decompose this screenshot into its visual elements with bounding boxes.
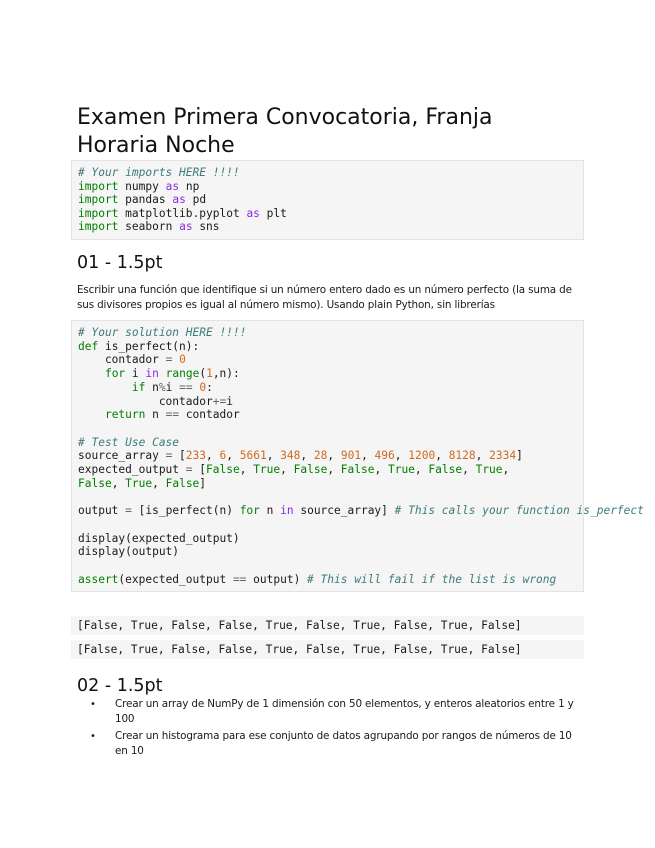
test-comment: # Test Use Case [78,435,180,449]
imports-comment: # Your imports HERE !!!! [78,166,240,179]
bullet-icon: • [90,731,96,742]
output-comment: # This calls your function is_perfect [394,504,644,518]
import-line: import matplotlib.pyplot as plt [78,206,287,220]
import-line: import seaborn as sns [78,220,220,234]
imports-code-cell[interactable] [71,160,584,240]
list-item: • Crear un array de NumPy de 1 dimensión con 50 elementos, y enteros aleatorios entre 1 y 100 [90,698,574,725]
import-line: import pandas as pd [78,193,207,207]
section-2-heading: 02 - 1.5pt [77,676,163,696]
list-item: • Crear un histograma para ese conjunto de datos agrupando por rangos de números de 10 en 10 [90,730,572,757]
import-line: import numpy as np [78,179,200,193]
solution-code-cell[interactable]: # Your solution HERE !!!! def is_perfect(n): contador = 0 for i in range(1,n): if n%i == 0: contador+=i return n == contador # Test Use Case source_array = [233, 6, 5661, 348, 28, 901, 496, 1200, 8128, 2334] expected_output = [False, True, False, False, True, False, True, False, True, False] output = [is_perfect(n) for n in source_array] # This calls your function is_perfect display(expected_output) display(output) assert(expected_output == output) # This will fail if the list is wrong [71,320,584,592]
section-1-description: Escribir una función que identifique si un número entero dado es un número perfecto (la suma de sus divisores propios es igual al número mismo). Usando plain Python, sin librerías [77,284,572,311]
section-1-heading: 01 - 1.5pt [77,253,163,273]
section-2-bullet-list [77,697,582,761]
solution-comment: # Your solution HERE !!!! [78,326,247,339]
bullet-icon: • [90,699,96,710]
assert-comment: # This will fail if the list is wrong [307,572,557,586]
page-title: Examen Primera Convocatoria, Franja Horaria Noche [77,105,493,158]
cell-output-2: [False, True, False, False, True, False, True, False, True, False] [71,640,584,659]
cell-output-1: [False, True, False, False, True, False, True, False, True, False] [71,616,584,635]
